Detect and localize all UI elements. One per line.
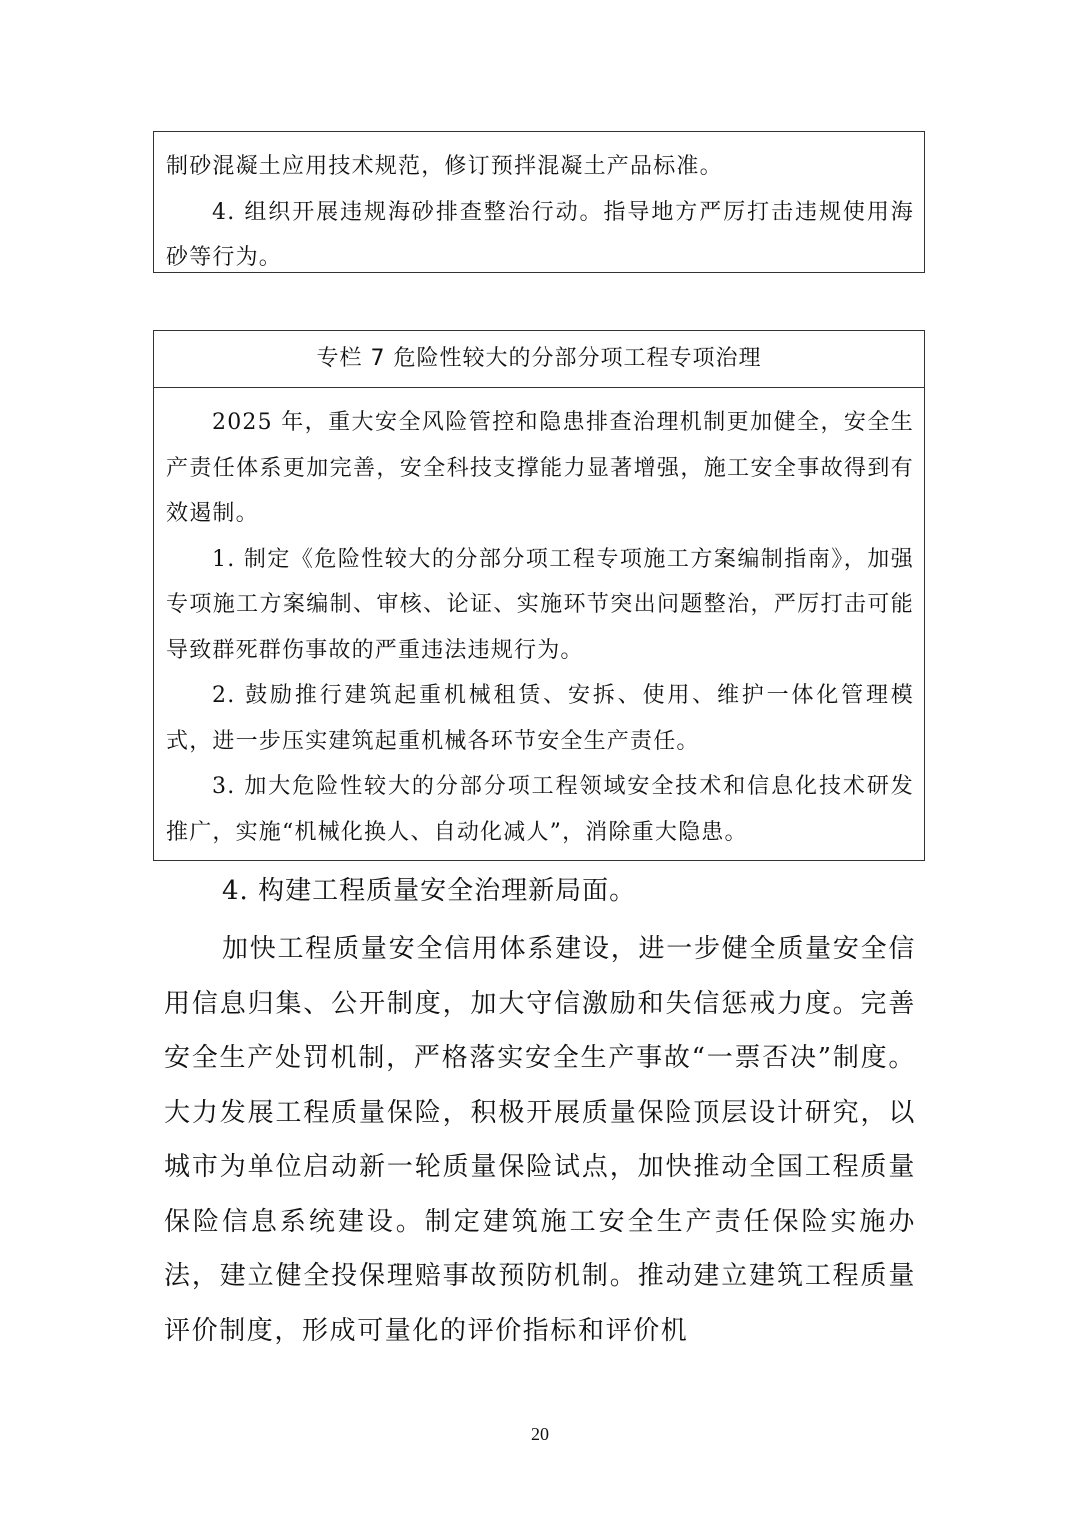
box-paragraph: 1. 制定《危险性较大的分部分项工程专项施工方案编制指南》，加强专项施工方案编制、审核、论证、实施环节突出问题整治，严厉打击可能导致群死群伤事故的严重违法违规行为。 [166, 546, 914, 663]
column-box-title: 专栏 7 危险性较大的分部分项工程专项治理 [154, 331, 924, 388]
column-box-body [154, 388, 924, 855]
page-number: 20 [531, 1424, 549, 1444]
column-box-continued [153, 131, 925, 273]
column-box-7 [153, 330, 925, 861]
box-paragraph: 2025 年，重大安全风险管控和隐患排查治理机制更加健全，安全生产责任体系更加完善，安全科技支撑能力显著增强，施工安全事故得到有效遏制。 [166, 410, 914, 526]
box-paragraph: 制砂混凝土应用技术规范，修订预拌混凝土产品标准。 [166, 154, 723, 179]
box-paragraph: 3. 加大危险性较大的分部分项工程领域安全技术和信息化技术研发推广，实施“机械化换人、自动化减人”，消除重大隐患。 [166, 774, 914, 845]
box-paragraph: 2. 鼓励推行建筑起重机械租赁、安拆、使用、维护一体化管理模式，进一步压实建筑起重机械各环节安全生产责任。 [166, 683, 914, 754]
body-paragraph: 加快工程质量安全信用体系建设，进一步健全质量安全信用信息归集、公开制度，加大守信激励和失信惩戒力度。完善安全生产处罚机制，严格落实安全生产事故“一票否决”制度。大力发展工程质量保险，积极开展质量保险顶层设计研究，以城市为单位启动新一轮质量保险试点，加快推动全国工程质量保险信息系统建设。制定建筑施工安全生产责任保险实施办法，建立健全投保理赔事故预防机制。推动建立建筑工程质量评价制度，形成可量化的评价指标和评价机 [164, 934, 916, 1346]
box-paragraph: 4. 组织开展违规海砂排查整治行动。指导地方严厉打击违规使用海砂等行为。 [166, 199, 914, 270]
section-heading: 4. 构建工程质量安全治理新局面。 [222, 876, 637, 906]
